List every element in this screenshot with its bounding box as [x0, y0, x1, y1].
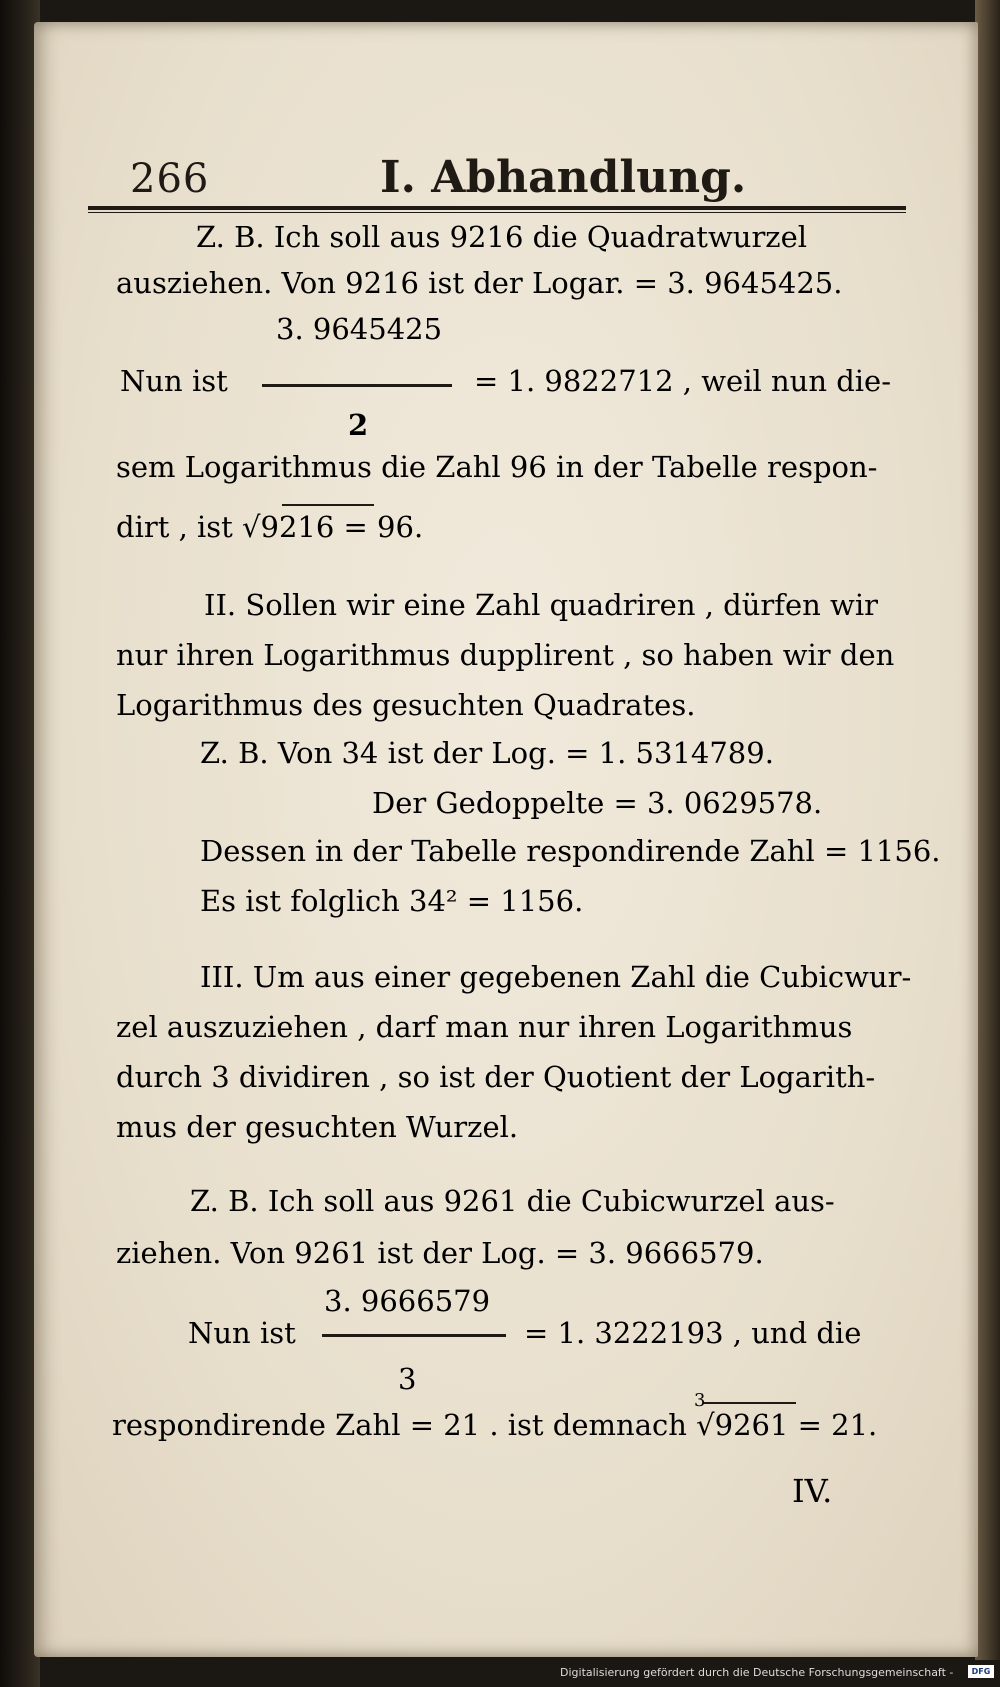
fraction-numerator: 3. 9645425: [276, 312, 443, 346]
text-line: III. Um aus einer gegebenen Zahl die Cubicwur-: [200, 960, 912, 994]
text-line: mus der gesuchten Wurzel.: [116, 1110, 519, 1144]
text-line: durch 3 dividiren , so ist der Quotient der Logarith-: [116, 1060, 876, 1094]
text-line: Logarithmus des gesuchten Quadrates.: [116, 688, 696, 722]
text-line: Z. B. Ich soll aus 9261 die Cubicwurzel aus-: [190, 1184, 835, 1218]
text-line: Der Gedoppelte = 3. 0629578.: [372, 786, 823, 820]
text-line: II. Sollen wir eine Zahl quadriren , dürfen wir: [204, 588, 879, 622]
running-title: I. Abhandlung.: [380, 152, 747, 203]
fraction-bar: [262, 384, 452, 387]
fraction-denominator: 3: [398, 1362, 417, 1396]
text-line: ausziehen. Von 9216 ist der Logar. = 3. 9645425.: [116, 266, 843, 300]
radical-overline: [704, 1402, 796, 1404]
fraction-denominator: 2: [348, 408, 369, 442]
text-line: ziehen. Von 9261 ist der Log. = 3. 9666579.: [116, 1236, 764, 1270]
page-header: [130, 144, 930, 214]
text-line: Nun ist: [188, 1316, 296, 1350]
digitization-credit: Digitalisierung gefördert durch die Deutsche Forschungsgemeinschaft -: [560, 1666, 954, 1679]
text-line: zel auszuziehen , darf man nur ihren Logarithmus: [116, 1010, 853, 1044]
text-line: Nun ist: [120, 364, 228, 398]
text-line: Z. B. Von 34 ist der Log. = 1. 5314789.: [200, 736, 774, 770]
text-line: Z. B. Ich soll aus 9216 die Quadratwurzel: [196, 220, 808, 254]
text-line: nur ihren Logarithmus dupplirent , so haben wir den: [116, 638, 895, 672]
fraction-numerator: 3. 9666579: [324, 1284, 491, 1318]
root-index: 3: [694, 1390, 706, 1411]
text-line: Dessen in der Tabelle respondirende Zahl = 1156.: [200, 834, 941, 868]
text-line: dirt , ist √9216 = 96.: [116, 510, 424, 544]
radical-overline: [282, 504, 374, 506]
page-number: 266: [130, 156, 210, 202]
header-rule-thin: [88, 212, 906, 213]
text-line: respondirende Zahl = 21 . ist demnach √9261 = 21.: [112, 1408, 878, 1442]
header-rule: [88, 206, 906, 210]
text-line: = 1. 3222193 , und die: [524, 1316, 862, 1350]
fraction-bar: [322, 1334, 506, 1337]
book-fore-edge: [975, 0, 1000, 1660]
catchword: IV.: [792, 1472, 833, 1510]
text-line: sem Logarithmus die Zahl 96 in der Tabelle respon-: [116, 450, 878, 484]
text-line: = 1. 9822712 , weil nun die-: [474, 364, 892, 398]
dfg-logo: DFG: [968, 1665, 994, 1678]
text-line: Es ist folglich 34² = 1156.: [200, 884, 584, 918]
